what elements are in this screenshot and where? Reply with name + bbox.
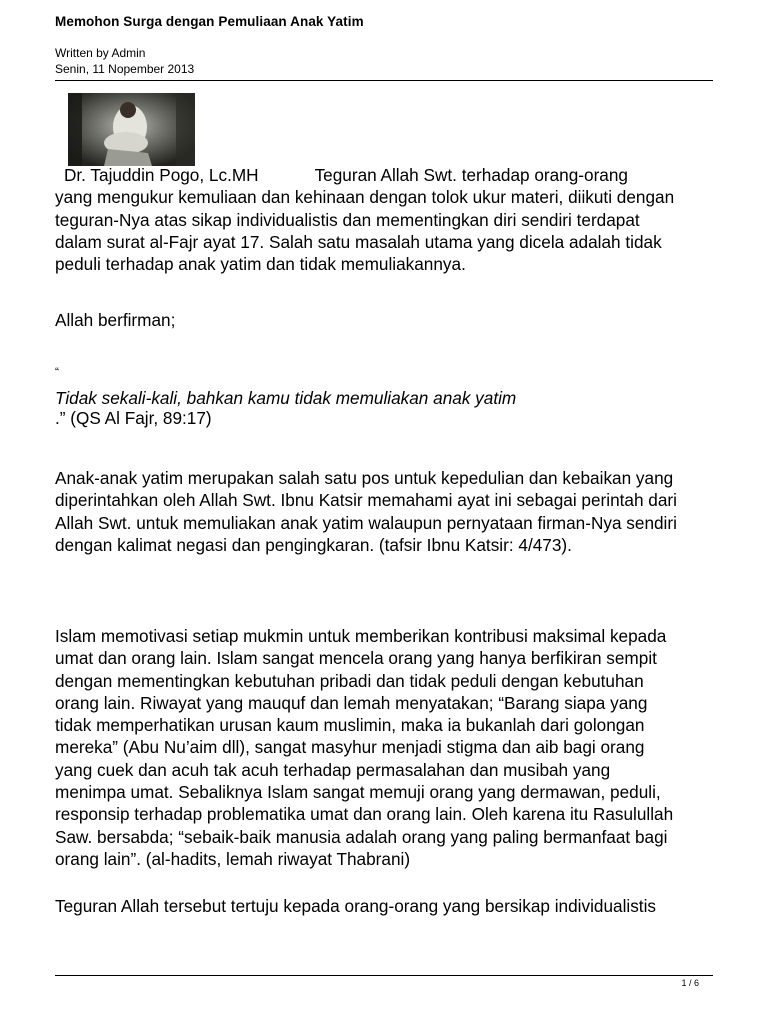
paragraph-line: peduli terhadap anak yatim dan tidak memuliakannya. (55, 254, 466, 275)
paragraph-line: Allah Swt. untuk memuliakan anak yatim walaupun pernyataan firman-Nya sendiri (55, 512, 677, 533)
paragraph-line: orang lain”. (al-hadits, lemah riwayat Thabrani) (55, 848, 411, 869)
article-photo (68, 93, 195, 166)
paragraph-line: responsip terhadap problematika umat dan orang lain. Oleh karena itu Rasulullah (55, 804, 674, 825)
paragraph-anak-yatim (55, 467, 727, 556)
quran-quote: Tidak sekali-kali, bahkan kamu tidak memuliakan anak yatim (55, 388, 517, 408)
paragraph-line: dengan kalimat negasi dan pengingkaran. (tafsir Ibnu Katsir: 4/473). (55, 534, 572, 555)
paragraph-line: menimpa umat. Sebaliknya Islam sangat memuji orang yang dermawan, peduli, (55, 782, 661, 803)
paragraph-line: diperintahkan oleh Allah Swt. Ibnu Katsir memahami ayat ini sebagai perintah dari (55, 490, 677, 511)
paragraph-allah-berfirman: Allah berfirman; (55, 310, 176, 330)
paragraph-intro (55, 164, 727, 275)
article-title: Memohon Surga dengan Pemuliaan Anak Yatim (55, 14, 364, 29)
article-author: Written by Admin (55, 46, 146, 60)
paragraph-line: yang cuek dan acuh tak acuh terhadap permasalahan dan musibah yang (55, 759, 611, 780)
paragraph-islam-memotivasi (55, 625, 727, 870)
paragraph-line: yang mengukur kemuliaan dan kehinaan dengan tolok ukur materi, diikuti dengan (55, 187, 675, 208)
paragraph-line: Anak-anak yatim merupakan salah satu pos untuk kepedulian dan kebaikan yang (55, 468, 674, 488)
header-divider (55, 80, 713, 81)
footer-divider (55, 975, 713, 976)
paragraph-line: dengan mementingkan kebutuhan pribadi dan tidak peduli dengan kebutuhan (55, 670, 644, 691)
quote-reference: .” (QS Al Fajr, 89:17) (55, 408, 212, 428)
paragraph-line: Islam memotivasi setiap mukmin untuk memberikan kontribusi maksimal kepada (55, 626, 667, 646)
paragraph-line: Saw. bersabda; “sebaik-baik manusia adalah orang yang paling bermanfaat bagi (55, 826, 668, 847)
paragraph-line: umat dan orang lain. Islam sangat mencela orang yang hanya berfikiran sempit (55, 648, 657, 669)
paragraph-line: dalam surat al-Fajr ayat 17. Salah satu masalah utama yang dicela adalah tidak (55, 231, 662, 252)
paragraph-line: teguran-Nya atas sikap individualistis dan mementingkan diri sendiri terdapat (55, 209, 640, 230)
article-date: Senin, 11 Nopember 2013 (55, 62, 195, 76)
paragraph-line: mereka” (Abu Nu’aim dll), sangat masyhur menjadi stigma dan aib bagi orang (55, 737, 645, 758)
paragraph-line: Dr. Tajuddin Pogo, Lc.MH Teguran Allah Swt. terhadap orang-orang (64, 165, 628, 185)
paragraph-line: tidak memperhatikan urusan kaum muslimin, maka ia bukanlah dari golongan (55, 715, 645, 736)
author-name: Dr. Tajuddin Pogo, Lc.MH (64, 165, 259, 185)
paragraph-teguran: Teguran Allah tersebut tertuju kepada orang-orang yang bersikap individualistis (55, 896, 656, 916)
quote-open-mark: “ (55, 365, 59, 379)
paragraph-line: orang lain. Riwayat yang mauquf dan lemah menyatakan; “Barang siapa yang (55, 692, 648, 713)
page-number: 1 / 6 (681, 978, 699, 988)
